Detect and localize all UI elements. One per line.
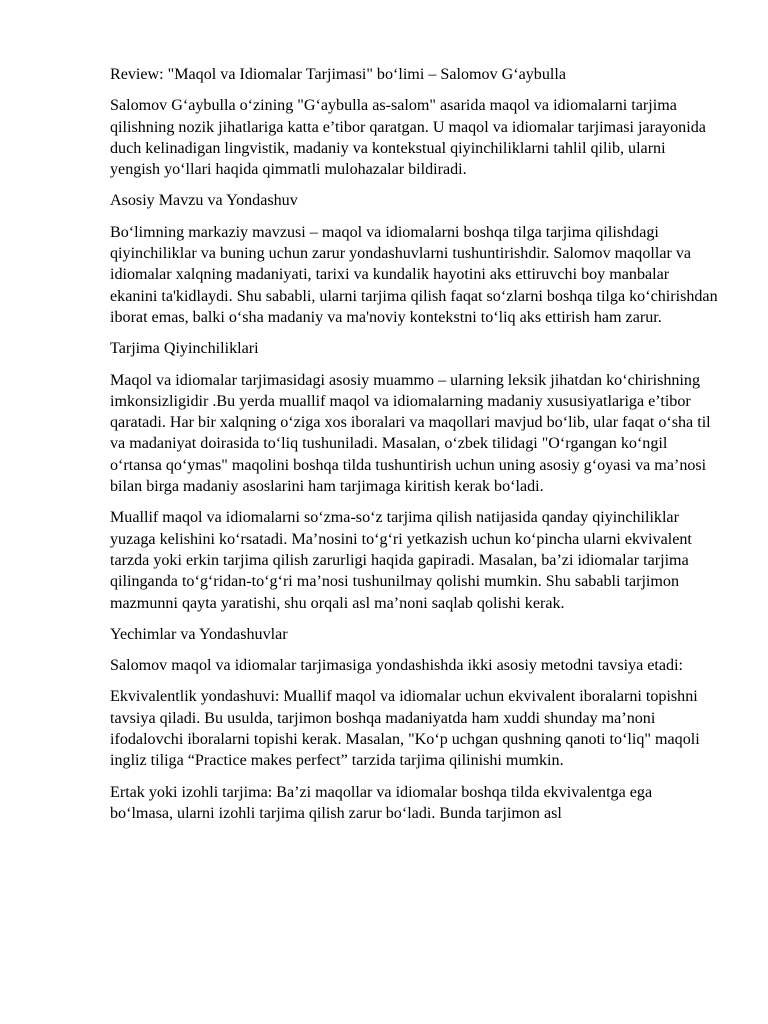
paragraph-difficulties-2: Muallif maqol va idiomalarni so‘zma-so‘z tarjima qilish natijasida qanday qiyinchiliklar yuzaga kelishini ko‘rsatadi. Ma’nosini to‘g‘ri yetkazish uchun ko‘pincha ularni ekvivalent tarzda yoki erkin tarjima qilish zarurligi haqida gapiradi. Masalan, ba’zi idiomalar tarjima qilinganda to‘g‘ridan-to‘g‘ri ma’nosi tushunilmay qolishi mumkin. Shu sababli tarjimon mazmunni qayta yaratishi, shu orqali asl ma’noni saqlab qolishi kerak. — [110, 509, 692, 612]
paragraph-main-topic: Bo‘limning markaziy mavzusi – maqol va idiomalarni boshqa tilga tarjima qilishdagi qiyinchiliklar va buning uchun zarur yondashuvlarni tushuntirishdir. Salomov maqollar va idiomalar xalqning madaniyati, tarixi va kundalik hayotini aks ettiruvchi boy manbalar ekanini ta'kidlaydi. Shu sababli, ularni tarjima qilish faqat so‘zlarni boshqa tilga ko‘chirishdan iborat emas, balki o‘sha madaniy va ma'noviy kontekstni to‘liq aks ettirish ham zarur. — [110, 223, 718, 326]
intro-paragraph: Salomov G‘aybulla o‘zining "G‘aybulla as-salom" asarida maqol va idiomalarni tarjima qilishning nozik jihatlariga katta e’tibor qaratgan. U maqol va idiomalar tarjimasi jarayonida duch kelinadigan lingvistik, madaniy va kontekstual qiyinchiliklarni tahlil qilib, ularni yengish yo‘llari haqida qimmatli mulohazalar bildiradi. — [110, 97, 706, 179]
document-page — [110, 64, 718, 834]
paragraph-explanatory-translation: Ertak yoki izohli tarjima: Ba’zi maqollar va idiomalar boshqa tilda ekvivalentga ega bo‘lmasa, ularni izohli tarjima qilish zarur bo‘ladi. Bunda tarjimon asl — [110, 783, 653, 822]
section-heading-difficulties: Tarjima Qiyinchiliklari — [110, 340, 259, 358]
document-title: Review: "Maqol va Idiomalar Tarjimasi" bo‘limi – Salomov G‘aybulla — [110, 66, 566, 83]
paragraph-equivalence-approach: Ekvivalentlik yondashuvi: Muallif maqol va idiomalar uchun ekvivalent iboralarni topishni tavsiya qiladi. Bu usulda, tarjimon boshqa madaniyatda ham xuddi shunday ma’noni ifodalovchi iboralarni topishi kerak. Masalan, "Ko‘p uchgan qushning qanoti to‘liq" maqoli ingliz tiliga “Practice makes perfect” tarzida tarjima qilinishi mumkin. — [110, 688, 700, 770]
paragraph-solutions-intro: Salomov maqol va idiomalar tarjimasiga yondashishda ikki asosiy metodni tavsiya etadi: — [110, 657, 684, 675]
section-heading-solutions: Yechimlar va Yondashuvlar — [110, 625, 288, 643]
paragraph-difficulties-1: Maqol va idiomalar tarjimasidagi asosiy muammo – ularning leksik jihatdan ko‘chirishning imkonsizligidir .Bu yerda muallif maqol va idiomalarning madaniy xususiyatlariga e’tibor qaratadi. Har bir xalqning o‘ziga xos iboralari va maqollari mavjud bo‘lib, ular faqat o‘sha til va madaniyat doirasida to‘liq tushuniladi. Masalan, o‘zbek tilidagi "O‘rgangan ko‘ngil o‘rtansa qo‘ymas" maqolini boshqa tilda tushuntirish uchun uning asosiy g‘oyasi va ma’nosi bilan birga madaniy asoslarini ham tarjimaga kiritish kerak bo‘ladi. — [110, 371, 711, 496]
section-heading-main-topic: Asosiy Mavzu va Yondashuv — [110, 192, 298, 210]
